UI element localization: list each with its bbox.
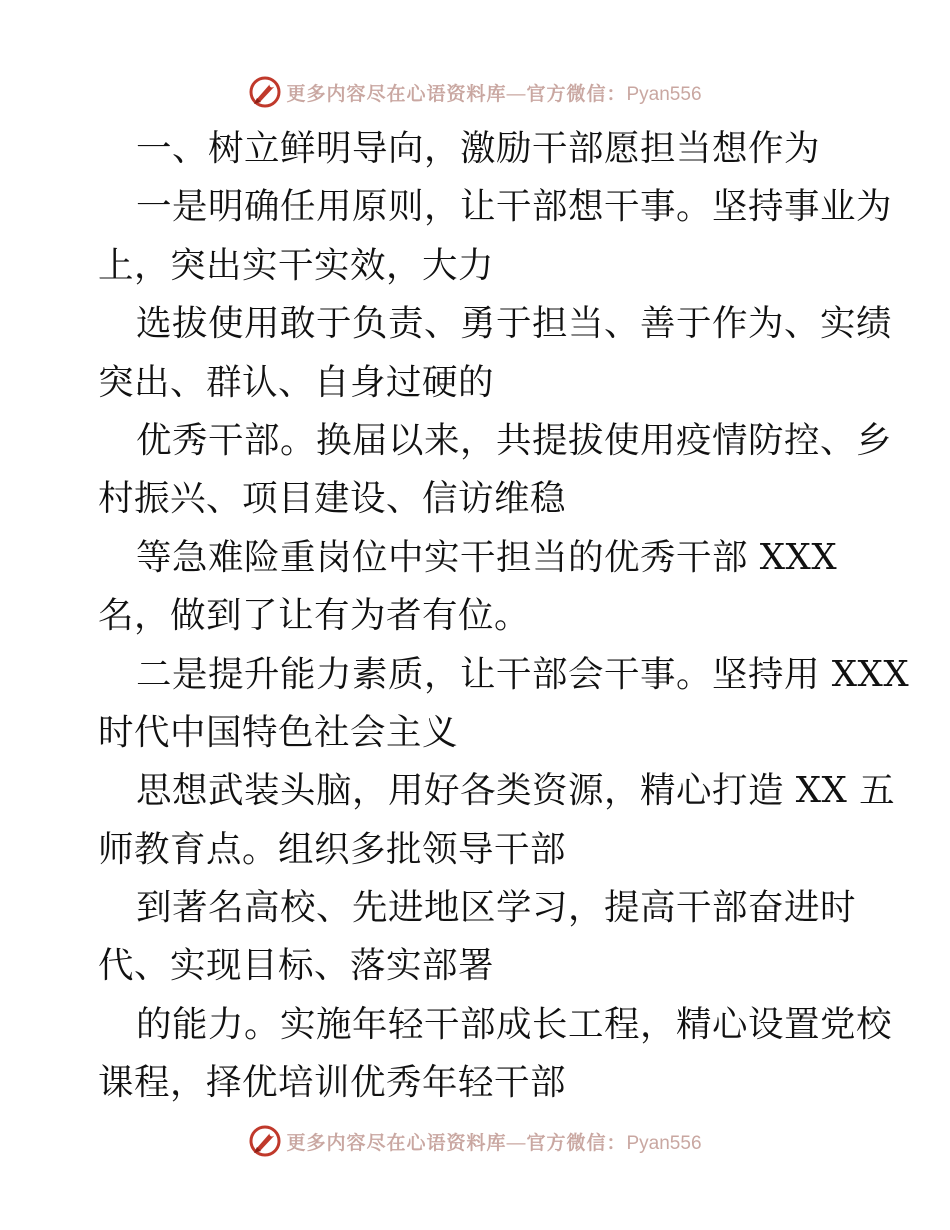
pen-logo-icon [248, 1124, 282, 1158]
paragraph-line: 时代中国特色社会主义 [98, 711, 459, 753]
watermark-site-text: 更多内容尽在心语资料库 [286, 1132, 507, 1154]
document-body [98, 120, 910, 1113]
paragraph-line: 二是提升能力素质，让干部会干事。坚持用 XXX [136, 653, 910, 695]
paragraph-line: 突出、群认、自身过硬的 [98, 361, 495, 403]
pen-logo-icon [248, 75, 282, 109]
paragraph-line: 思想武装头脑，用好各类资源，精心打造 XX 五 [136, 770, 896, 812]
paragraph-line: 选拔使用敢于负责、勇于担当、善于作为、实绩 [136, 303, 893, 345]
watermark-wechat-label: 官方微信： [526, 83, 627, 105]
section-heading: 一、树立鲜明导向，激励干部愿担当想作为 [136, 128, 821, 169]
paragraph-line: 到著名高校、先进地区学习，提高干部奋进时 [136, 887, 857, 929]
paragraph-line: 代、实现目标、落实部署 [98, 945, 495, 987]
header-watermark [0, 72, 950, 112]
watermark-separator: — [506, 83, 527, 105]
paragraph-line: 课程，择优培训优秀年轻干部 [98, 1062, 567, 1104]
watermark-site-text: 更多内容尽在心语资料库 [286, 83, 507, 105]
watermark-wechat-id: Pyan556 [626, 83, 702, 105]
watermark-separator: — [506, 1132, 527, 1154]
paragraph-line: 名，做到了让有为者有位。 [98, 595, 531, 637]
paragraph-line: 上，突出实干实效，大力 [98, 244, 495, 286]
watermark-wechat-id: Pyan556 [626, 1132, 702, 1154]
watermark-text [286, 1128, 701, 1155]
watermark-text [286, 79, 701, 106]
paragraph-line: 师教育点。组织多批领导干部 [98, 828, 567, 870]
paragraph-line: 一是明确任用原则，让干部想干事。坚持事业为 [136, 186, 893, 228]
footer-watermark [0, 1121, 950, 1161]
paragraph-line: 村振兴、项目建设、信访维稳 [98, 478, 567, 520]
paragraph-line: 的能力。实施年轻干部成长工程，精心设置党校 [136, 1003, 893, 1045]
paragraph-line: 等急难险重岗位中实干担当的优秀干部 XXX [136, 536, 838, 578]
watermark-wechat-label: 官方微信： [526, 1132, 627, 1154]
paragraph-line: 优秀干部。换届以来，共提拔使用疫情防控、乡 [136, 419, 893, 461]
